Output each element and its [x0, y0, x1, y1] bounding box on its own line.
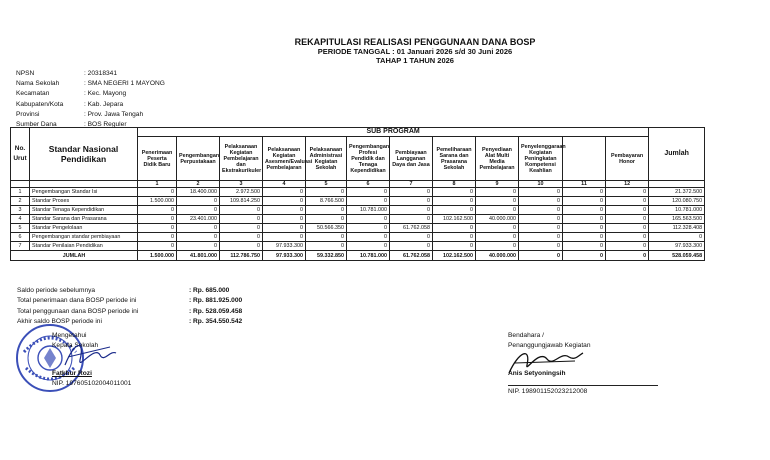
info-label: Kecamatan: [16, 90, 50, 98]
row-value: 0: [563, 206, 606, 215]
recap-table: [10, 127, 705, 261]
info-label: Provinsi: [16, 110, 40, 118]
treasurer-signature-icon: [505, 343, 585, 379]
row-value: 1.500.000: [138, 197, 177, 206]
row-value: 102.162.500: [433, 215, 476, 224]
row-value: 0: [220, 242, 263, 251]
summary-label: Total penerimaan dana BOSP periode ini: [17, 297, 137, 305]
row-value: 0: [476, 242, 519, 251]
program-header: Pelaksanaan Administrasi Kegiatan Sekolah: [306, 137, 347, 181]
column-number: 8: [433, 181, 476, 188]
row-value: 0: [390, 242, 433, 251]
info-value: : SMA NEGERI 1 MAYONG: [84, 80, 165, 88]
row-value: 0: [563, 188, 606, 197]
row-value: 0: [606, 206, 649, 215]
info-label: Nama Sekolah: [16, 80, 60, 88]
summary-label: Akhir saldo BOSP periode ini: [17, 318, 102, 326]
column-number: 1: [138, 181, 177, 188]
row-number: 7: [11, 242, 30, 251]
row-value: 0: [519, 206, 563, 215]
row-value: 40.000.000: [476, 215, 519, 224]
summary-row: [17, 307, 279, 317]
column-number: 5: [306, 181, 347, 188]
row-number: 4: [11, 215, 30, 224]
summary-row: [17, 296, 279, 306]
table-row: [11, 206, 705, 215]
row-value: 0: [476, 206, 519, 215]
sign-right-line1: Bendahara /: [508, 332, 544, 339]
column-number: 2: [177, 181, 220, 188]
total-value: 1.500.000: [138, 251, 177, 261]
col-standard-header: Standar Nasional Pendidikan: [30, 128, 138, 181]
program-header: Penyediaan Alat Multi Media Pembelajaran: [476, 137, 519, 181]
row-value: 23.401.000: [177, 215, 220, 224]
row-value: 109.814.250: [220, 197, 263, 206]
table-row: [11, 188, 705, 197]
info-value: : 20318341: [84, 70, 118, 77]
sign-left-line1: Mengetahui: [52, 332, 87, 339]
row-value: 0: [563, 224, 606, 233]
row-value: 97.933.300: [263, 242, 306, 251]
row-value: 0: [390, 188, 433, 197]
column-number: 3: [220, 181, 263, 188]
row-total: 120.080.750: [649, 197, 705, 206]
row-value: 0: [306, 233, 347, 242]
total-value: 97.933.300: [263, 251, 306, 261]
row-value: 0: [220, 233, 263, 242]
column-number-blank: [649, 181, 705, 188]
row-value: 0: [263, 224, 306, 233]
row-value: 0: [263, 188, 306, 197]
row-value: 0: [177, 206, 220, 215]
row-value: 0: [263, 233, 306, 242]
row-value: 0: [177, 233, 220, 242]
row-number: 3: [11, 206, 30, 215]
row-value: 0: [306, 242, 347, 251]
principal-name: Fatkhur Rozi: [52, 370, 92, 377]
row-standard-name: Standar Pengelolaan: [30, 224, 138, 233]
col-total-header: Jumlah: [649, 128, 705, 181]
program-header: Penyelenggaraan Kegiatan Peningkatan Kompetensi Keahlian: [519, 137, 563, 181]
row-number: 6: [11, 233, 30, 242]
row-standard-name: Standar Sarana dan Prasarana: [30, 215, 138, 224]
info-row: [16, 89, 284, 99]
report-title: REKAPITULASI REALISASI PENGGUNAAN DANA BOSP: [294, 37, 536, 47]
row-value: 0: [433, 242, 476, 251]
total-value: 0: [606, 251, 649, 261]
col-no-header: No. Urut: [11, 128, 30, 181]
row-value: 0: [519, 233, 563, 242]
column-number: 6: [347, 181, 390, 188]
row-standard-name: Standar Penilaian Pendidikan: [30, 242, 138, 251]
summary-value: : Rp. 528.059.458: [189, 307, 243, 315]
summary-label: Total penggunaan dana BOSP periode ini: [17, 307, 139, 315]
info-row: [16, 100, 284, 110]
program-header: Pengembangan Profesi Pendidik dan Tenaga Kependidikan: [347, 137, 390, 181]
row-value: 0: [347, 224, 390, 233]
row-value: 0: [606, 188, 649, 197]
program-header: [563, 137, 606, 181]
row-value: 0: [220, 206, 263, 215]
row-value: 0: [220, 224, 263, 233]
summary-value: : Rp. 881.925.000: [189, 297, 243, 305]
row-value: 0: [306, 188, 347, 197]
table-row: [11, 215, 705, 224]
row-value: 0: [390, 233, 433, 242]
summary-value: : Rp. 354.550.542: [189, 318, 243, 326]
row-value: 10.781.000: [347, 206, 390, 215]
row-value: 0: [390, 206, 433, 215]
column-number: 10: [519, 181, 563, 188]
row-value: 0: [138, 206, 177, 215]
row-value: 0: [177, 224, 220, 233]
info-label: Kabupaten/Kota: [16, 100, 64, 108]
row-value: 0: [519, 215, 563, 224]
total-value: 10.781.000: [347, 251, 390, 261]
treasurer-nip: NIP. 198901152023212008: [508, 385, 658, 397]
total-value: 41.801.000: [177, 251, 220, 261]
column-number: 9: [476, 181, 519, 188]
row-value: 0: [476, 197, 519, 206]
info-label: NPSN: [16, 70, 35, 77]
info-value: : BOS Reguler: [84, 121, 127, 129]
total-value: 0: [563, 251, 606, 261]
row-value: 0: [263, 197, 306, 206]
row-value: 0: [563, 215, 606, 224]
treasurer-name: Anis Setyoningsih: [508, 370, 566, 377]
row-total: 165.563.500: [649, 215, 705, 224]
row-value: 0: [138, 215, 177, 224]
sign-left-line2: Kepala Sekolah: [52, 342, 99, 349]
table-row: [11, 224, 705, 233]
row-value: 8.766.500: [306, 197, 347, 206]
total-value: 102.162.500: [433, 251, 476, 261]
row-value: 2.972.500: [220, 188, 263, 197]
row-value: 0: [476, 233, 519, 242]
row-value: 0: [263, 206, 306, 215]
row-standard-name: Pengembangan standar pembiayaan: [30, 233, 138, 242]
program-header: Pembiayaan Langganan Daya dan Jasa: [390, 137, 433, 181]
row-value: 0: [563, 197, 606, 206]
report-period: PERIODE TANGGAL : 01 Januari 2026 s/d 30 Juni 2026: [317, 47, 513, 56]
column-number: 7: [390, 181, 433, 188]
row-value: 0: [606, 242, 649, 251]
table-row: [11, 197, 705, 206]
row-value: 0: [563, 233, 606, 242]
row-value: 0: [263, 215, 306, 224]
row-value: 50.566.350: [306, 224, 347, 233]
row-value: 0: [306, 206, 347, 215]
row-standard-name: Standar Tenaga Kependidikan: [30, 206, 138, 215]
total-value: 0: [519, 251, 563, 261]
row-value: 0: [138, 242, 177, 251]
row-value: 0: [138, 233, 177, 242]
program-header: Pelaksanaan Kegiatan Pembelajaran dan Ekstrakurikuler: [220, 137, 263, 181]
row-total: 0: [649, 233, 705, 242]
program-header: Pemeliharaan Sarana dan Prasarana Sekolah: [433, 137, 476, 181]
row-value: 0: [390, 215, 433, 224]
summary-value: : Rp. 685.000: [189, 287, 230, 294]
info-value: : Prov. Jawa Tengah: [84, 110, 144, 118]
row-number: 1: [11, 188, 30, 197]
school-info: [16, 69, 284, 130]
total-value: 112.786.750: [220, 251, 263, 261]
row-value: 0: [563, 242, 606, 251]
row-value: 0: [606, 197, 649, 206]
row-value: 0: [220, 215, 263, 224]
row-number: 2: [11, 197, 30, 206]
principal-signature-icon: [60, 335, 120, 375]
info-label: Sumber Dana: [16, 121, 57, 129]
row-value: 0: [519, 242, 563, 251]
row-value: 0: [347, 233, 390, 242]
row-value: 0: [347, 197, 390, 206]
row-standard-name: Pengembangan Standar Isi: [30, 188, 138, 197]
table-row: [11, 233, 705, 242]
table-row: [11, 242, 705, 251]
row-value: 0: [433, 224, 476, 233]
row-value: 0: [519, 197, 563, 206]
row-value: 0: [519, 224, 563, 233]
row-value: 0: [606, 215, 649, 224]
row-value: 0: [138, 188, 177, 197]
row-total: 97.933.300: [649, 242, 705, 251]
info-row: [16, 69, 284, 79]
row-value: 0: [347, 188, 390, 197]
row-value: 0: [390, 197, 433, 206]
total-label: JUMLAH: [11, 251, 138, 261]
row-value: 0: [138, 224, 177, 233]
row-total: 10.781.000: [649, 206, 705, 215]
row-value: 0: [476, 224, 519, 233]
row-value: 61.762.058: [390, 224, 433, 233]
program-header: Pelaksanaan Kegiatan Asesmen/Evaluasi Pembelajaran: [263, 137, 306, 181]
info-value: : Kec. Mayong: [84, 90, 127, 98]
col-number-blank: [11, 181, 30, 188]
program-header: Pembayaran Honor: [606, 137, 649, 181]
row-number: 5: [11, 224, 30, 233]
row-value: 0: [347, 215, 390, 224]
total-value: 61.762.058: [390, 251, 433, 261]
row-value: 0: [177, 242, 220, 251]
program-header: Pengembangan Perpustakaan: [177, 137, 220, 181]
summary-label: Saldo periode sebelumnya: [17, 287, 96, 294]
row-value: 0: [519, 188, 563, 197]
col-number-blank: [30, 181, 138, 188]
row-value: 0: [433, 233, 476, 242]
row-value: 0: [433, 206, 476, 215]
summary-row: [17, 286, 279, 296]
info-value: : Kab. Jepara: [84, 100, 124, 108]
principal-nip: NIP. 197605102004011001: [52, 380, 132, 387]
row-value: 0: [306, 215, 347, 224]
info-row: [16, 110, 284, 120]
column-number: 4: [263, 181, 306, 188]
info-row: [16, 79, 284, 89]
grand-total: 528.059.458: [649, 251, 705, 261]
row-value: 0: [606, 233, 649, 242]
total-row: [11, 251, 705, 261]
row-value: 0: [347, 242, 390, 251]
total-value: 59.332.850: [306, 251, 347, 261]
row-standard-name: Standar Proses: [30, 197, 138, 206]
row-value: 18.400.000: [177, 188, 220, 197]
row-value: 0: [177, 197, 220, 206]
program-header: Penerimaan Peserta Didik Baru: [138, 137, 177, 181]
row-total: 112.328.408: [649, 224, 705, 233]
column-number: 11: [563, 181, 606, 188]
row-value: 0: [433, 188, 476, 197]
report-phase: TAHAP 1 TAHUN 2026: [376, 56, 454, 65]
row-value: 0: [606, 224, 649, 233]
column-number: 12: [606, 181, 649, 188]
row-value: 0: [476, 188, 519, 197]
sub-program-header: SUB PROGRAM: [138, 128, 649, 137]
row-value: 0: [433, 197, 476, 206]
sign-right-line2: Penanggungjawab Kegiatan: [508, 342, 591, 349]
total-value: 40.000.000: [476, 251, 519, 261]
row-total: 21.372.500: [649, 188, 705, 197]
